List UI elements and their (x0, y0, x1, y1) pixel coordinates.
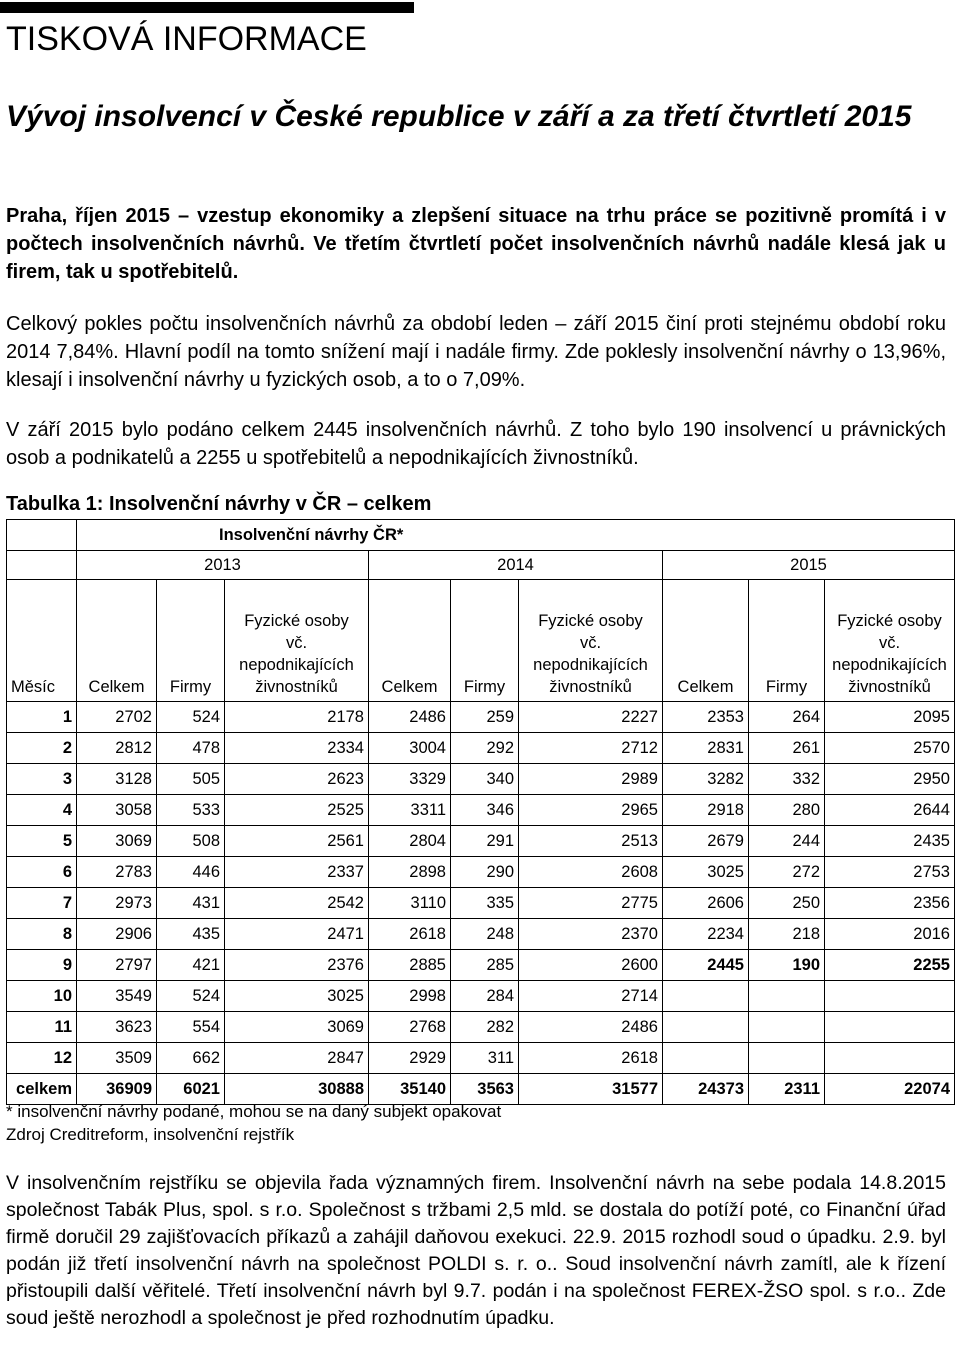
value-cell: 2929 (369, 1043, 451, 1074)
header-persons-2014 (519, 610, 663, 702)
header-firms-2015: Firmy (749, 610, 825, 702)
table-row (7, 733, 955, 764)
value-cell (749, 1012, 825, 1043)
value-cell (663, 981, 749, 1012)
value-cell: 2644 (825, 795, 955, 826)
header-firms-2014: Firmy (451, 610, 519, 702)
table-row (7, 795, 955, 826)
value-cell: 2712 (519, 733, 663, 764)
value-cell: 435 (157, 919, 225, 950)
month-cell: 3 (7, 764, 77, 795)
value-cell: 264 (749, 702, 825, 733)
persons-label-line2: vč. (579, 634, 602, 652)
insolvency-table (6, 519, 955, 1105)
month-cell: 7 (7, 888, 77, 919)
value-cell: 2618 (519, 1043, 663, 1074)
value-cell: 662 (157, 1043, 225, 1074)
persons-label-line2: vč. (878, 634, 901, 652)
persons-label-line4: živnostníků (255, 678, 338, 696)
value-cell: 24373 (663, 1074, 749, 1105)
value-cell: 2702 (77, 702, 157, 733)
paragraph-decline: Celkový pokles počtu insolvenčních návrhů za období leden – září 2015 činí proti stejnému období roku 2014 7,84%. Hlavní podíl na tomto snížení mají i nadále firmy. Zde poklesly insolvenční návrhy o 13,96%, klesají i insolvenční návrhy u fyzických osob, a to o 7,09%. (6, 313, 946, 391)
value-cell: 3069 (225, 1012, 369, 1043)
table-title: Insolvenční návrhy ČR* (77, 520, 955, 551)
month-cell: 9 (7, 950, 77, 981)
value-cell: 3282 (663, 764, 749, 795)
value-cell: 35140 (369, 1074, 451, 1105)
value-cell: 2486 (519, 1012, 663, 1043)
value-cell: 431 (157, 888, 225, 919)
value-cell: 285 (451, 950, 519, 981)
value-cell: 2370 (519, 919, 663, 950)
value-cell: 2542 (225, 888, 369, 919)
value-cell: 3025 (225, 981, 369, 1012)
header-persons-2013 (225, 610, 369, 702)
month-cell: 1 (7, 702, 77, 733)
table-row (7, 764, 955, 795)
value-cell (749, 1043, 825, 1074)
value-cell: 3623 (77, 1012, 157, 1043)
value-cell: 250 (749, 888, 825, 919)
month-cell: 10 (7, 981, 77, 1012)
month-cell: 12 (7, 1043, 77, 1074)
value-cell: 259 (451, 702, 519, 733)
value-cell: 2486 (369, 702, 451, 733)
value-cell: 2623 (225, 764, 369, 795)
value-cell: 505 (157, 764, 225, 795)
value-cell: 2906 (77, 919, 157, 950)
value-cell: 508 (157, 826, 225, 857)
value-cell: 533 (157, 795, 225, 826)
value-cell: 3058 (77, 795, 157, 826)
value-cell: 284 (451, 981, 519, 1012)
value-cell: 2918 (663, 795, 749, 826)
table-total-row (7, 1074, 955, 1105)
value-cell: 2513 (519, 826, 663, 857)
value-cell: 446 (157, 857, 225, 888)
table-row (7, 888, 955, 919)
value-cell: 2606 (663, 888, 749, 919)
value-cell: 3509 (77, 1043, 157, 1074)
value-cell: 2804 (369, 826, 451, 857)
value-cell (749, 981, 825, 1012)
persons-label-line1: Fyzické osoby (837, 612, 942, 630)
table-title-row (7, 520, 955, 551)
value-cell: 291 (451, 826, 519, 857)
years-row (7, 551, 955, 580)
header-persons-2015 (825, 610, 955, 702)
value-cell: 2353 (663, 702, 749, 733)
month-cell: 4 (7, 795, 77, 826)
value-cell: 3549 (77, 981, 157, 1012)
value-cell: 2016 (825, 919, 955, 950)
value-cell: 2973 (77, 888, 157, 919)
value-cell: 2227 (519, 702, 663, 733)
value-cell (663, 1012, 749, 1043)
value-cell: 2356 (825, 888, 955, 919)
value-cell: 3025 (663, 857, 749, 888)
table-row (7, 981, 955, 1012)
value-cell: 2797 (77, 950, 157, 981)
persons-label-line2: vč. (285, 634, 308, 652)
value-cell: 332 (749, 764, 825, 795)
month-cell: 5 (7, 826, 77, 857)
month-cell: 8 (7, 919, 77, 950)
value-cell: 3563 (451, 1074, 519, 1105)
year-2013: 2013 (77, 551, 369, 580)
header-total-2014: Celkem (369, 610, 451, 702)
table-row (7, 702, 955, 733)
value-cell: 2775 (519, 888, 663, 919)
value-cell: 30888 (225, 1074, 369, 1105)
value-cell: 31577 (519, 1074, 663, 1105)
value-cell: 2989 (519, 764, 663, 795)
value-cell: 2600 (519, 950, 663, 981)
value-cell: 524 (157, 702, 225, 733)
value-cell: 2714 (519, 981, 663, 1012)
value-cell: 2255 (825, 950, 955, 981)
value-cell: 2095 (825, 702, 955, 733)
header-firms-2013: Firmy (157, 610, 225, 702)
value-cell: 190 (749, 950, 825, 981)
value-cell: 340 (451, 764, 519, 795)
page-title: TISKOVÁ INFORMACE (6, 20, 367, 58)
value-cell: 218 (749, 919, 825, 950)
table-row (7, 857, 955, 888)
table-row (7, 1043, 955, 1074)
value-cell: 3004 (369, 733, 451, 764)
value-cell: 2471 (225, 919, 369, 950)
table-row (7, 1012, 955, 1043)
persons-label-line4: živnostníků (549, 678, 632, 696)
value-cell: 2998 (369, 981, 451, 1012)
value-cell: 346 (451, 795, 519, 826)
value-cell: 2561 (225, 826, 369, 857)
header-total-2013: Celkem (77, 610, 157, 702)
value-cell (825, 1012, 955, 1043)
value-cell: 2337 (225, 857, 369, 888)
value-cell: 311 (451, 1043, 519, 1074)
persons-label-line1: Fyzické osoby (244, 612, 349, 630)
value-cell: 22074 (825, 1074, 955, 1105)
persons-label-line4: živnostníků (848, 678, 931, 696)
month-cell: 6 (7, 857, 77, 888)
value-cell: 244 (749, 826, 825, 857)
page-subtitle: Vývoj insolvencí v České republice v září a za třetí čtvrtletí 2015 (6, 100, 912, 133)
paragraph-companies: V insolvenčním rejstříku se objevila řada významných firem. Insolvenční návrh na sebe podala 14.8.2015 společnost Tabák Plus, spol. s r.o. Společnost s tržbami 2,5 mld. se dostala do potíží poté, co Finanční úřad firmě doručil 29 zajišťovacích příkazů a zahájil daňovou exekuci. 22.9. 2015 rozhodl soud o úpadku. 2.9. byl podán již třetí insolvenční návrh na společnost POLDI s. r. o.. Soud insolvenční návrh zamítl, ale k řízení přistoupili další věřitelé. Třetí insolvenční návrh byl 9.7. podán i na společnost FEREX-ŽSO spol. s r.o.. Zde soud ještě nerozhodl a společnost je před rozhodnutím úpadku. (6, 1172, 946, 1329)
value-cell: 280 (749, 795, 825, 826)
value-cell: 290 (451, 857, 519, 888)
year-2014: 2014 (369, 551, 663, 580)
paragraph-september: V září 2015 bylo podáno celkem 2445 insolvenčních návrhů. Z toho bylo 190 insolvencí u právnických osob a podnikatelů a 2255 u spotřebitelů a nepodnikajících živnostníků. (6, 419, 946, 469)
value-cell: 2311 (749, 1074, 825, 1105)
value-cell: 2334 (225, 733, 369, 764)
persons-label-line1: Fyzické osoby (538, 612, 643, 630)
value-cell: 2608 (519, 857, 663, 888)
value-cell: 2965 (519, 795, 663, 826)
value-cell: 2679 (663, 826, 749, 857)
header-spacer-row (7, 580, 955, 611)
value-cell: 248 (451, 919, 519, 950)
value-cell: 3311 (369, 795, 451, 826)
header-rule (0, 2, 414, 13)
month-cell: 11 (7, 1012, 77, 1043)
table-row (7, 919, 955, 950)
value-cell: 524 (157, 981, 225, 1012)
value-cell: 2570 (825, 733, 955, 764)
value-cell: 2435 (825, 826, 955, 857)
persons-label-line3: nepodnikajících (239, 656, 354, 674)
table-row (7, 826, 955, 857)
value-cell: 2376 (225, 950, 369, 981)
value-cell: 2525 (225, 795, 369, 826)
value-cell (825, 981, 955, 1012)
value-cell: 261 (749, 733, 825, 764)
value-cell: 2753 (825, 857, 955, 888)
value-cell: 3128 (77, 764, 157, 795)
persons-label-line3: nepodnikajících (832, 656, 947, 674)
value-cell: 2234 (663, 919, 749, 950)
table-caption: Tabulka 1: Insolvenční návrhy v ČR – celkem (6, 493, 432, 515)
footnote: * insolvenční návrhy podané, mohou se na daný subjekt opakovat (6, 1102, 502, 1121)
value-cell: 292 (451, 733, 519, 764)
value-cell: 2783 (77, 857, 157, 888)
value-cell: 2898 (369, 857, 451, 888)
value-cell: 272 (749, 857, 825, 888)
source-note: Zdroj Creditreform, insolvenční rejstřík (6, 1125, 295, 1144)
value-cell: 2831 (663, 733, 749, 764)
month-cell: celkem (7, 1074, 77, 1105)
value-cell: 554 (157, 1012, 225, 1043)
value-cell: 421 (157, 950, 225, 981)
persons-label-line3: nepodnikajících (533, 656, 648, 674)
table-row (7, 950, 955, 981)
value-cell: 3329 (369, 764, 451, 795)
month-cell: 2 (7, 733, 77, 764)
year-2015: 2015 (663, 551, 955, 580)
value-cell: 3110 (369, 888, 451, 919)
value-cell: 36909 (77, 1074, 157, 1105)
value-cell: 2178 (225, 702, 369, 733)
value-cell: 282 (451, 1012, 519, 1043)
value-cell (825, 1043, 955, 1074)
column-header-row (7, 610, 955, 702)
value-cell: 478 (157, 733, 225, 764)
value-cell: 3069 (77, 826, 157, 857)
value-cell: 2618 (369, 919, 451, 950)
value-cell: 335 (451, 888, 519, 919)
header-total-2015: Celkem (663, 610, 749, 702)
value-cell: 2847 (225, 1043, 369, 1074)
value-cell: 6021 (157, 1074, 225, 1105)
lead-paragraph: Praha, říjen 2015 – vzestup ekonomiky a zlepšení situace na trhu práce se pozitivně promítá i v počtech insolvenčních návrhů. Ve třetím čtvrtletí počet insolvenčních návrhů nadále klesá jak u firem, tak u spotřebitelů. (6, 205, 946, 283)
value-cell: 2768 (369, 1012, 451, 1043)
value-cell (663, 1043, 749, 1074)
value-cell: 2885 (369, 950, 451, 981)
value-cell: 2445 (663, 950, 749, 981)
value-cell: 2950 (825, 764, 955, 795)
header-month: Měsíc (7, 610, 77, 702)
value-cell: 2812 (77, 733, 157, 764)
